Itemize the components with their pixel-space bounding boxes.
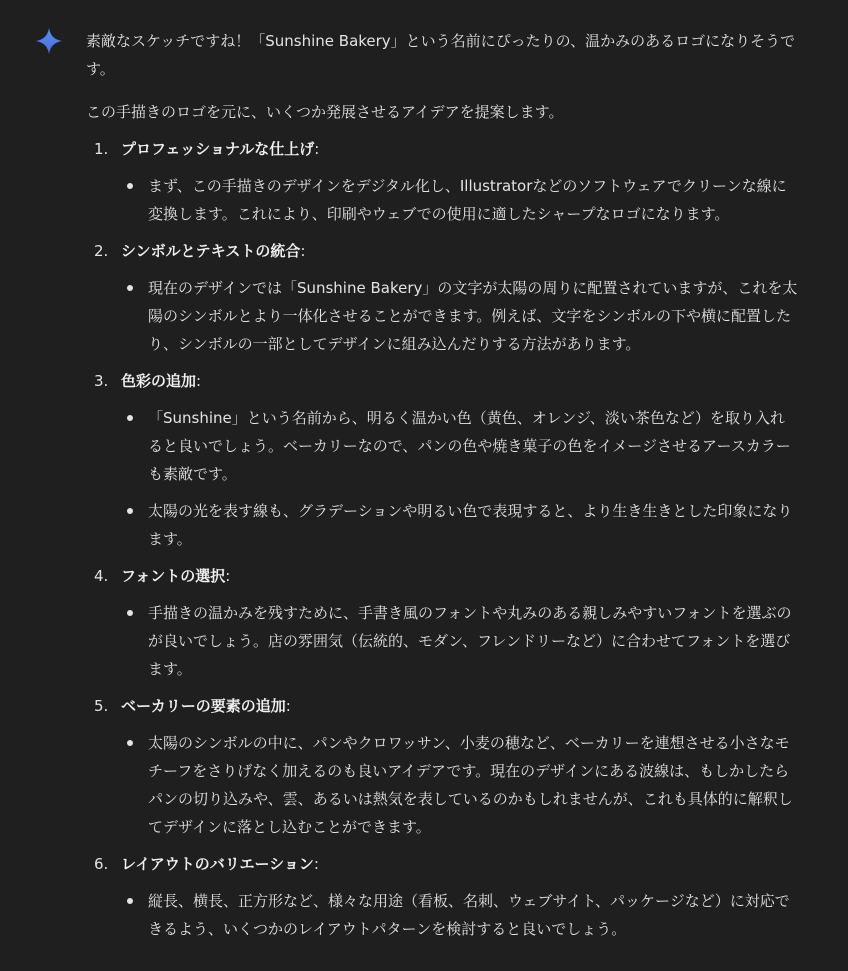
step-title-colon: :	[285, 697, 291, 715]
step-title: フォントの選択	[121, 567, 226, 585]
step-title: プロフェッショナルな仕上げ	[121, 140, 315, 158]
bullet-list	[121, 274, 798, 358]
bullet-text: 「Sunshine」という名前から、明るく温かい色（黄色、オレンジ、淡い茶色など）を取り入れると良いでしょう。ベーカリーなので、パンの色や焼き菓子の色をイメージさせるアースカラーも素敵です。	[148, 409, 791, 483]
step-number: 1.	[94, 140, 109, 158]
step-title: シンボルとテキストの統合	[121, 242, 301, 260]
list-item	[86, 237, 798, 358]
bullet-dot-icon	[127, 898, 133, 904]
step-title-colon: :	[300, 242, 306, 260]
bullet-dot-icon	[127, 508, 133, 514]
step-title-colon: :	[313, 855, 319, 873]
step-heading	[121, 135, 798, 163]
bullet-dot-icon	[127, 415, 133, 421]
step-heading	[121, 562, 798, 590]
response-body	[86, 27, 798, 952]
idea-list	[86, 135, 798, 943]
bullet-text: 縦長、横長、正方形など、様々な用途（看板、名刺、ウェブサイト、パッケージなど）に対応できるよう、いくつかのレイアウトパターンを検討すると良いでしょう。	[148, 892, 790, 938]
bullet-item	[121, 172, 798, 228]
step-number: 5.	[94, 697, 109, 715]
bullet-item	[121, 599, 798, 683]
bullet-item	[121, 497, 798, 553]
bullet-list	[121, 404, 798, 553]
bullet-list	[121, 729, 798, 841]
bullet-text: まず、この手描きのデザインをデジタル化し、Illustratorなどのソフトウェアでクリーンな線に変換します。これにより、印刷やウェブでの使用に適したシャープなロゴになります。	[148, 177, 787, 223]
step-title-colon: :	[314, 140, 320, 158]
step-heading	[121, 367, 798, 395]
bullet-text: 太陽のシンボルの中に、パンやクロワッサン、小麦の穂など、ベーカリーを連想させる小さなモチーフをさりげなく加えるのも良いアイデアです。現在のデザインにある波線は、もしかしたらパンの切り込みや、雲、あるいは熱気を表しているのかもしれませんが、これも具体的に解釈してデザインに落とし込むことができます。	[148, 734, 793, 836]
bullet-item	[121, 404, 798, 488]
list-item	[86, 562, 798, 683]
step-heading	[121, 237, 798, 265]
list-item	[86, 135, 798, 228]
bullet-list	[121, 172, 798, 228]
list-item	[86, 850, 798, 943]
bullet-dot-icon	[127, 610, 133, 616]
step-number: 6.	[94, 855, 109, 873]
step-heading	[121, 692, 798, 720]
bullet-item	[121, 887, 798, 943]
bullet-dot-icon	[127, 183, 133, 189]
list-item	[86, 367, 798, 553]
step-number: 3.	[94, 372, 109, 390]
step-number: 4.	[94, 567, 109, 585]
step-number: 2.	[94, 242, 109, 260]
bullet-text: 手描きの温かみを残すために、手書き風のフォントや丸みのある親しみやすいフォントを選ぶのが良いでしょう。店の雰囲気（伝統的、モダン、フレンドリーなど）に合わせてフォントを選びます。	[148, 604, 792, 678]
gemini-spark-icon	[36, 28, 62, 54]
bullet-dot-icon	[127, 740, 133, 746]
bullet-list	[121, 599, 798, 683]
bullet-item	[121, 729, 798, 841]
bullet-text: 現在のデザインでは「Sunshine Bakery」の文字が太陽の周りに配置されていますが、これを太陽のシンボルとより一体化させることができます。例えば、文字をシンボルの下や横に配置したり、シンボルの一部としてデザインに組み込んだりする方法があります。	[148, 279, 798, 353]
lead-paragraph: この手描きのロゴを元に、いくつか発展させるアイデアを提案します。	[86, 103, 564, 121]
bullet-dot-icon	[127, 285, 133, 291]
step-title: レイアウトのバリエーション	[121, 855, 314, 873]
step-title: 色彩の追加	[121, 372, 197, 390]
bullet-text: 太陽の光を表す線も、グラデーションや明るい色で表現すると、より生き生きとした印象になります。	[148, 502, 793, 548]
bullet-item	[121, 274, 798, 358]
intro-paragraph: 素敵なスケッチですね！「Sunshine Bakery」という名前にぴったりの、温かみのあるロゴになりそうです。	[86, 32, 796, 78]
bullet-list	[121, 887, 798, 943]
step-title-colon: :	[225, 567, 231, 585]
step-title-colon: :	[196, 372, 202, 390]
step-title: ベーカリーの要素の追加	[121, 697, 286, 715]
step-heading	[121, 850, 798, 878]
list-item	[86, 692, 798, 841]
